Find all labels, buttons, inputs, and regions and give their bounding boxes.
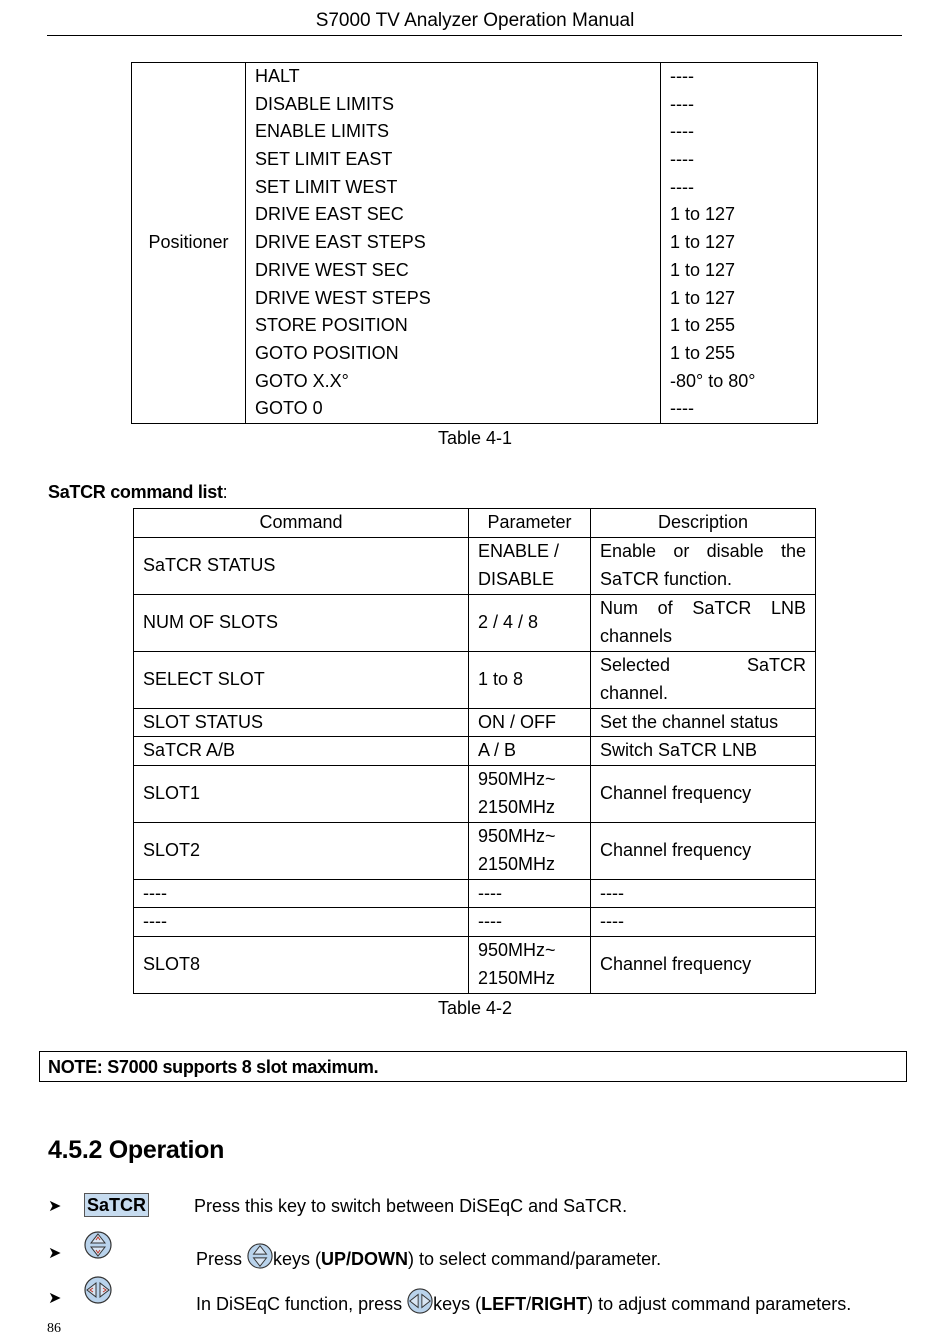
satcr-key-description: Press this key to switch between DiSEqC and SaTCR.	[194, 1196, 628, 1216]
cell-parameter	[469, 765, 591, 822]
positioner-param: ----	[670, 176, 694, 197]
cell-command: SLOT2	[134, 822, 469, 879]
table-row	[134, 737, 816, 766]
instruction-keys: keys (	[273, 1249, 322, 1269]
description-line: Channel frequency	[600, 782, 752, 803]
description-line: Enable or disable the	[600, 541, 806, 561]
cell-parameter	[469, 822, 591, 879]
description-line: SaTCR function.	[600, 568, 733, 589]
cell-parameter	[469, 651, 591, 708]
cell-command: SLOT1	[134, 765, 469, 822]
instruction-key-updown: UP/DOWN	[321, 1249, 409, 1269]
instruction-prefix: In DiSEqC function, press	[196, 1294, 403, 1314]
satcr-table	[133, 508, 816, 994]
up-down-key-icon	[84, 1231, 112, 1264]
positioner-param: ----	[670, 93, 694, 114]
positioner-group-label: Positioner	[132, 63, 246, 424]
parameter-line: 2 / 4 / 8	[478, 611, 539, 632]
satcr-key: SaTCR	[84, 1193, 149, 1217]
instruction-suffix: ) to select command/parameter.	[408, 1249, 662, 1269]
table-row	[134, 765, 816, 822]
cell-command: SLOT8	[134, 936, 469, 993]
table2-caption: Table 4-2	[437, 998, 513, 1018]
cell-parameter	[469, 737, 591, 766]
cell-command: NUM OF SLOTS	[134, 594, 469, 651]
parameter-line: 950MHz~	[478, 826, 556, 846]
positioner-param: 1 to 255	[670, 342, 736, 363]
parameter-line: 1 to 8	[478, 668, 524, 689]
arrow-bullet-icon: ➤	[48, 1198, 62, 1215]
description-line: Channel frequency	[600, 839, 752, 860]
positioner-command: DISABLE LIMITS	[255, 93, 395, 114]
header-description: Description	[591, 509, 816, 538]
parameter-line: ----	[478, 911, 502, 931]
parameter-line: 2150MHz	[478, 853, 556, 874]
cell-parameter	[469, 908, 591, 937]
manual-title: S7000 TV Analyzer Operation Manual	[315, 10, 635, 31]
table-row	[134, 822, 816, 879]
instruction-prefix: Press	[196, 1249, 243, 1269]
table-row	[134, 594, 816, 651]
positioner-command: SET LIMIT WEST	[255, 176, 398, 197]
cell-description	[591, 879, 816, 908]
instruction-key-left: LEFT	[481, 1294, 527, 1314]
parameter-line: 2150MHz	[478, 967, 556, 988]
table-row	[134, 537, 816, 594]
cell-parameter	[469, 936, 591, 993]
satcr-section-title: SaTCR command list	[48, 482, 223, 502]
positioner-commands	[246, 63, 661, 424]
left-right-key-inline-icon	[407, 1288, 433, 1319]
table-row	[134, 879, 816, 908]
description-line: ----	[600, 911, 624, 931]
cell-description	[591, 537, 816, 594]
cell-parameter	[469, 537, 591, 594]
positioner-command: STORE POSITION	[255, 315, 408, 336]
cell-description	[591, 936, 816, 993]
description-line: Selected SaTCR	[600, 655, 806, 675]
cell-description	[591, 651, 816, 708]
parameter-line: ----	[478, 882, 502, 903]
positioner-params	[661, 63, 818, 424]
positioner-command: GOTO 0	[255, 398, 323, 419]
cell-description	[591, 908, 816, 937]
header-parameter: Parameter	[469, 509, 591, 538]
instruction-suffix: ) to adjust command parameters.	[587, 1294, 852, 1314]
cell-command: ----	[134, 908, 469, 937]
cell-description	[591, 822, 816, 879]
positioner-param: 1 to 127	[670, 259, 736, 280]
left-right-instruction	[196, 1288, 851, 1319]
cell-description	[591, 708, 816, 737]
positioner-command: HALT	[255, 66, 300, 86]
cell-command: SELECT SLOT	[134, 651, 469, 708]
cell-parameter	[469, 594, 591, 651]
left-right-key-icon	[84, 1276, 112, 1309]
positioner-command: DRIVE EAST STEPS	[255, 232, 426, 253]
cell-description	[591, 765, 816, 822]
positioner-command: ENABLE LIMITS	[255, 121, 390, 142]
satcr-section-suffix: :	[222, 482, 228, 502]
cell-command: ----	[134, 879, 469, 908]
positioner-command: DRIVE WEST STEPS	[255, 287, 431, 308]
parameter-line: 2150MHz	[478, 796, 556, 817]
page-number: 86	[47, 1321, 61, 1336]
positioner-param: 1 to 255	[670, 315, 736, 336]
positioner-command: GOTO POSITION	[255, 342, 399, 363]
instruction-keys: keys (	[433, 1294, 482, 1314]
cell-command: SaTCR A/B	[134, 737, 469, 766]
cell-parameter	[469, 708, 591, 737]
positioner-command: DRIVE WEST SEC	[255, 259, 409, 280]
positioner-param: 1 to 127	[670, 204, 736, 225]
arrow-bullet-icon: ➤	[48, 1290, 62, 1307]
description-line: ----	[600, 882, 624, 903]
cell-parameter	[469, 879, 591, 908]
parameter-line: DISABLE	[478, 568, 555, 589]
table1-caption: Table 4-1	[437, 428, 513, 448]
parameter-line: ENABLE /	[478, 541, 560, 561]
parameter-line: A / B	[478, 740, 517, 760]
satcr-section-label	[48, 482, 228, 503]
positioner-command: DRIVE EAST SEC	[255, 204, 404, 225]
up-down-key-inline-icon	[247, 1243, 273, 1274]
positioner-table	[131, 62, 818, 424]
cell-command: SaTCR STATUS	[134, 537, 469, 594]
parameter-line: 950MHz~	[478, 769, 556, 789]
positioner-param: 1 to 127	[670, 287, 736, 308]
cell-description	[591, 737, 816, 766]
cell-command: SLOT STATUS	[134, 708, 469, 737]
instruction-separator: /	[526, 1294, 532, 1314]
up-down-instruction	[196, 1243, 661, 1274]
description-line: channel.	[600, 682, 669, 703]
positioner-command: GOTO X.X°	[255, 370, 349, 391]
operation-heading: 4.5.2 Operation	[48, 1136, 225, 1164]
table-row	[134, 708, 816, 737]
parameter-line: ON / OFF	[478, 711, 556, 732]
arrow-bullet-icon: ➤	[48, 1245, 62, 1262]
description-line: Num of SaTCR LNB	[600, 598, 806, 618]
positioner-param: 1 to 127	[670, 232, 736, 253]
description-line: channels	[600, 625, 673, 646]
cell-description	[591, 594, 816, 651]
note-box: NOTE: S7000 supports 8 slot maximum.	[39, 1051, 907, 1082]
header-rule	[47, 35, 902, 36]
positioner-command: SET LIMIT EAST	[255, 149, 393, 170]
description-line: Channel frequency	[600, 953, 752, 974]
header-command: Command	[134, 509, 469, 538]
table-row	[134, 908, 816, 937]
table-row	[134, 936, 816, 993]
positioner-param: ----	[670, 121, 694, 142]
instruction-key-right: RIGHT	[531, 1294, 588, 1314]
description-line: Switch SaTCR LNB	[600, 740, 758, 760]
table-row	[134, 651, 816, 708]
positioner-param: ----	[670, 149, 694, 170]
positioner-param: -80° to 80°	[670, 370, 756, 391]
positioner-param: ----	[670, 398, 694, 419]
description-line: Set the channel status	[600, 711, 779, 732]
positioner-param: ----	[670, 66, 694, 86]
parameter-line: 950MHz~	[478, 940, 556, 960]
